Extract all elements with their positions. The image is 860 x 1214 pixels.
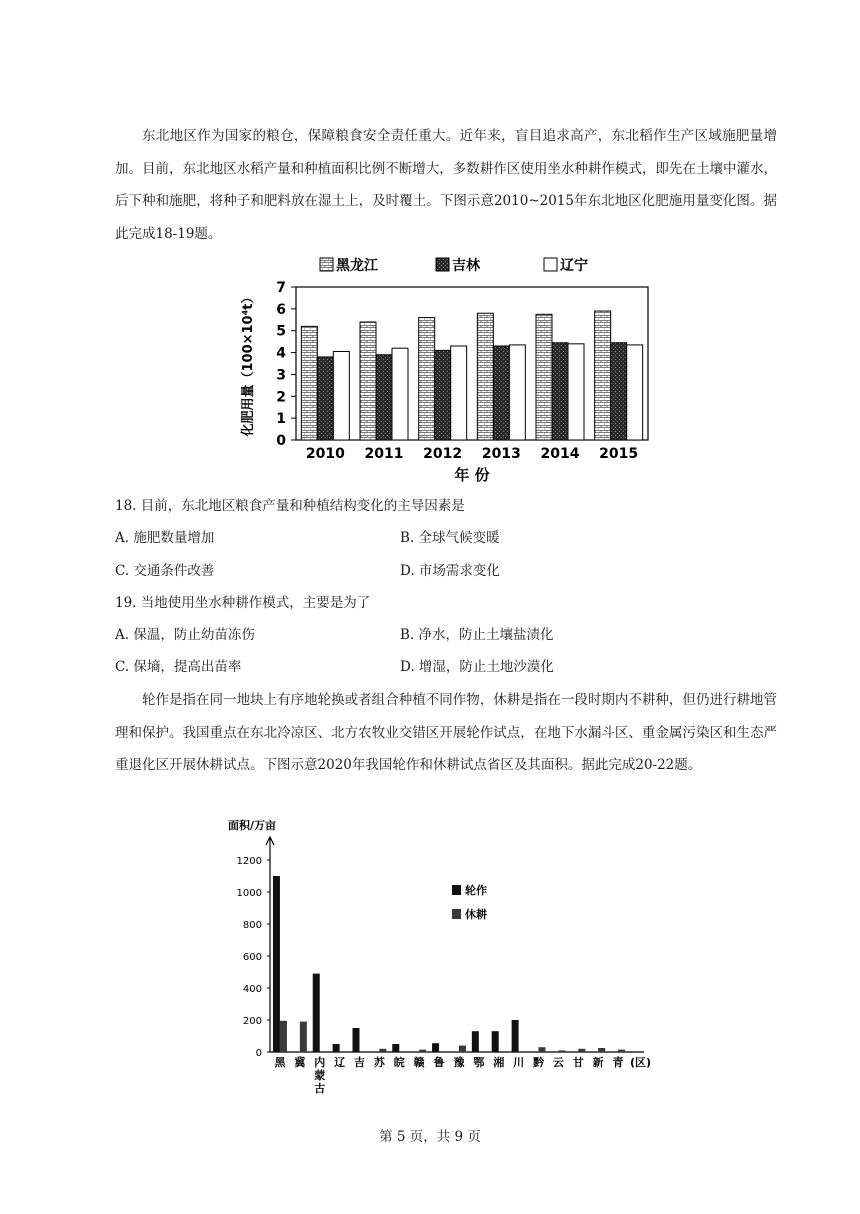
bar-辽宁-2013 <box>509 345 525 440</box>
x-axis-suffix: (区) <box>630 1056 652 1069</box>
x-tick-label-冀: 冀 <box>294 1056 306 1069</box>
x-tick-label-2015: 2015 <box>599 446 639 462</box>
bar-黑龙江-2010 <box>301 326 317 440</box>
rotation-fallow-area-chart <box>224 815 684 1105</box>
bar-休耕-青 <box>618 1050 625 1052</box>
x-tick-label-辽: 辽 <box>334 1056 346 1069</box>
bar-黑龙江-2011 <box>360 322 376 440</box>
y-tick-label-1: 200 <box>242 1016 262 1027</box>
x-tick-label-2014: 2014 <box>540 446 580 462</box>
legend-label-1: 吉林 <box>452 258 480 274</box>
x-tick-label-2011: 2011 <box>364 446 404 462</box>
q18-option-d[interactable]: D. 市场需求变化 <box>400 563 500 579</box>
x-axis-label: 年 份 <box>454 466 490 484</box>
legend-swatch-2 <box>544 258 557 271</box>
x-tick-label-皖: 皖 <box>393 1056 405 1069</box>
q18-option-c[interactable]: C. 交通条件改善 <box>115 563 215 579</box>
legend-swatch-1 <box>452 909 461 919</box>
legend-swatch-1 <box>436 258 449 271</box>
legend-swatch-0 <box>452 885 461 895</box>
bar-辽宁-2011 <box>392 348 408 440</box>
bar-休耕-苏 <box>379 1049 386 1052</box>
bar-休耕-甘 <box>578 1049 585 1052</box>
bar-吉林-2013 <box>493 346 509 440</box>
x-tick-label-川: 川 <box>513 1056 525 1069</box>
q19-option-c[interactable]: C. 保墒，提高出苗率 <box>115 659 242 675</box>
q19-option-a[interactable]: A. 保温，防止幼苗冻伤 <box>115 627 255 643</box>
bar-黑龙江-2014 <box>536 314 552 440</box>
bar-吉林-2014 <box>552 343 568 440</box>
x-tick-label-鄂: 鄂 <box>473 1056 485 1069</box>
bar-轮作-黑 <box>273 876 280 1052</box>
question-18-stem: 18. 目前，东北地区粮食产量和种植结构变化的主导因素是 <box>115 498 465 514</box>
bar-轮作-辽 <box>333 1044 340 1052</box>
bar-休耕-豫 <box>459 1046 466 1052</box>
bar-辽宁-2010 <box>333 351 349 440</box>
bar-休耕-云 <box>558 1050 565 1052</box>
bar-休耕-冀 <box>300 1022 307 1052</box>
y-tick-label-7: 7 <box>276 280 286 296</box>
y-tick-label-0: 0 <box>255 1048 262 1059</box>
y-axis-label: 面积/万亩 <box>228 819 277 832</box>
bar-辽宁-2015 <box>627 345 643 440</box>
bar-轮作-吉 <box>353 1028 360 1052</box>
bar-吉林-2010 <box>317 357 333 440</box>
y-tick-label-2: 400 <box>242 984 262 995</box>
legend-label-2: 辽宁 <box>560 258 588 274</box>
x-tick-label-湘: 湘 <box>493 1056 505 1069</box>
y-tick-label-2: 2 <box>276 389 286 406</box>
x-tick-label-2010: 2010 <box>305 446 345 462</box>
x-tick-label-豫: 豫 <box>453 1056 465 1069</box>
q19-option-b[interactable]: B. 净水，防止土壤盐渍化 <box>400 627 554 643</box>
y-tick-label-4: 800 <box>242 920 262 931</box>
legend-label-1: 休耕 <box>465 908 487 921</box>
legend-label-0: 轮作 <box>465 884 487 897</box>
bar-辽宁-2012 <box>451 346 467 440</box>
x-tick-label-鲁: 鲁 <box>433 1056 445 1069</box>
bar-休耕-赣 <box>419 1050 426 1052</box>
q18-option-b[interactable]: B. 全球气候变暖 <box>400 530 500 546</box>
bar-吉林-2015 <box>611 343 627 440</box>
bar-轮作-皖 <box>392 1044 399 1052</box>
x-tick-label-内蒙古-2: 古 <box>314 1082 326 1095</box>
x-tick-label-2012: 2012 <box>423 446 463 462</box>
legend-swatch-0 <box>320 258 333 271</box>
bar-辽宁-2014 <box>568 344 584 440</box>
q18-option-a[interactable]: A. 施肥数量增加 <box>115 530 215 546</box>
intro-paragraph-20-22: 轮作是指在同一地块上有序地轮换或者组合种植不同作物，休耕是指在一段时期内不耕种，但仍进行耕地管理和保护。我国重点在东北冷凉区、北方农牧业交错区开展轮作试点，在地下水漏斗区、重金属污染区和生态严重退化区开展休耕试点。下图示意2020年我国轮作和休耕试点省区及其面积。据此完成20-22题。 <box>115 692 777 773</box>
x-tick-label-吉: 吉 <box>354 1056 365 1069</box>
page-footer: 第 5 页，共 9 页 <box>379 1129 481 1145</box>
legend-label-0: 黑龙江 <box>336 258 378 274</box>
y-tick-label-0: 0 <box>276 433 286 449</box>
y-tick-label-3: 3 <box>276 367 286 384</box>
y-tick-label-6: 1200 <box>236 856 262 867</box>
x-tick-label-内蒙古-1: 蒙 <box>314 1069 326 1082</box>
x-tick-label-云: 云 <box>552 1056 564 1069</box>
y-axis-label: 化肥用量（100×10⁴t） <box>241 290 256 437</box>
y-tick-label-4: 4 <box>276 345 286 362</box>
y-tick-label-3: 600 <box>242 952 262 963</box>
bar-轮作-内蒙古 <box>313 974 320 1052</box>
x-tick-label-苏: 苏 <box>373 1056 385 1069</box>
bar-黑龙江-2015 <box>595 311 611 440</box>
bar-吉林-2011 <box>376 355 392 440</box>
y-tick-label-6: 6 <box>276 301 286 318</box>
x-tick-label-赣: 赣 <box>413 1056 425 1069</box>
bar-轮作-鲁 <box>432 1043 439 1052</box>
y-tick-label-5: 1000 <box>236 888 262 899</box>
x-tick-label-内蒙古-0: 内 <box>314 1056 326 1069</box>
y-tick-label-1: 1 <box>276 411 286 428</box>
question-19-stem: 19. 当地使用坐水种耕作模式，主要是为了 <box>115 595 371 611</box>
bar-休耕-黑 <box>280 1021 287 1052</box>
bar-休耕-新 <box>598 1048 605 1052</box>
bar-黑龙江-2013 <box>477 313 493 440</box>
bar-轮作-湘 <box>492 1031 499 1052</box>
x-tick-label-2013: 2013 <box>481 446 521 462</box>
x-tick-label-甘: 甘 <box>572 1056 584 1069</box>
fertilizer-usage-chart <box>238 250 658 490</box>
x-tick-label-黔: 黔 <box>533 1056 544 1069</box>
bar-吉林-2012 <box>435 350 451 440</box>
bar-轮作-鄂 <box>472 1031 479 1052</box>
x-tick-label-黑: 黑 <box>274 1056 286 1069</box>
intro-paragraph-18-19: 东北地区作为国家的粮仓，保障粮食安全责任重大。近年来，盲目追求高产，东北稻作生产区域施肥量增加。目前，东北地区水稻产量和种植面积比例不断增大，多数耕作区使用坐水种耕作模式，即先在土壤中灌水，后下种和施肥，将种子和肥料放在湿土上，及时覆土。下图示意2010~2015年东北地区化肥施用量变化图。据此完成18-19题。 <box>115 128 777 242</box>
x-tick-label-青: 青 <box>612 1056 624 1069</box>
bar-休耕-黔 <box>539 1047 546 1052</box>
y-tick-label-5: 5 <box>276 323 286 340</box>
bar-轮作-川 <box>512 1020 519 1052</box>
x-tick-label-新: 新 <box>592 1056 604 1069</box>
bar-黑龙江-2012 <box>419 318 435 440</box>
q19-option-d[interactable]: D. 增湿，防止土地沙漠化 <box>400 659 554 675</box>
